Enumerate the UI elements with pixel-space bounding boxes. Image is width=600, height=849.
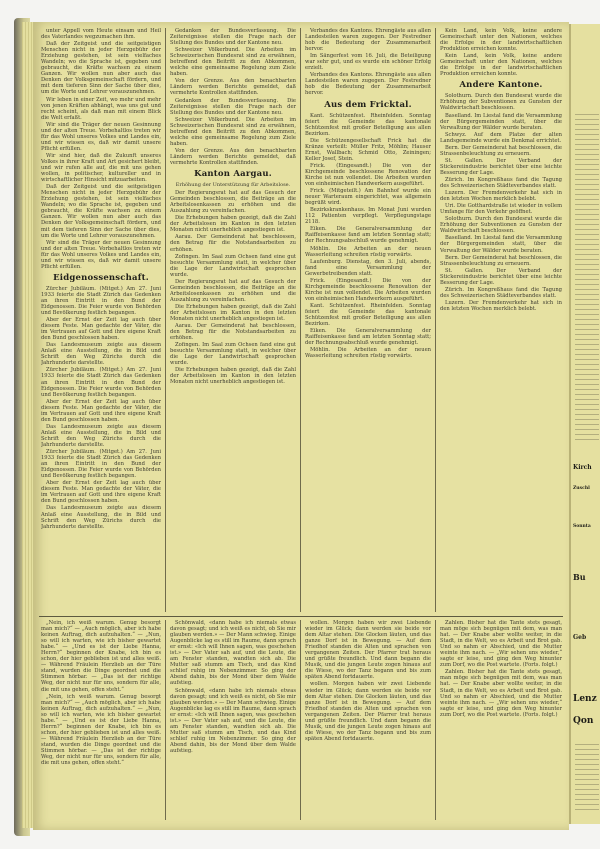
paragraph: Der Regierungsrat hat auf das Gesuch der Gemeinden beschlossen, die Beiträge an die Arbeitslosenkassen zu erhöhen und die Auszahlung zu vereinfachen. xyxy=(170,278,296,303)
column-3 xyxy=(305,28,431,618)
paragraph: St. Gallen. Der Verband der Stickereiindustrie berichtet über eine leichte Besserung der Lage. xyxy=(440,267,562,286)
paragraph: Wir leben in einer Zeit, wo mehr und mehr von jenen Kräften abhängt, was uns gut und recht scheint, als daß man mit einem Blick die Welt erfaßt. xyxy=(41,96,161,121)
feuilleton-column-3 xyxy=(305,620,431,820)
paragraph: Das Landesmuseum zeigte aus diesem Anlaß eine Ausstellung, die in Bild und Schrift den Weg Zürichs durch die Jahrhunderte darstellte. xyxy=(41,342,161,367)
paragraph: Bern. Der Gemeinderat hat beschlossen, die Strassenbeleuchtung zu erneuern. xyxy=(440,254,562,267)
feuilleton-separator xyxy=(39,616,563,617)
paragraph: Aarau. Der Gemeinderat hat beschlossen, den Betrag für die Notstandsarbeiten zu erhöhen. xyxy=(170,323,296,342)
paragraph: „Nein, ich weiß warum. Genug besorgt man mich?“ — „Auch möglich, aber ich habe keinen Auftrag, dich aufzuhalten.“ — „Nun, so will ich warten, wie ich bisher gewartet habe.“ — „Und es ist der Liebe Hanna, Herrn?“ beginnen der Knabe, ich bin es schon, der hier geblieben ist und alles weiß. — Während Fräulein Herzlieb an der Türe stand, wurden die Dinge geordnet und die Stimmen hörbar. — „Das ist der richtige Weg, der nicht nur für uns, sondern für alle, die mit uns gehen, offen steht.“ xyxy=(41,620,161,693)
paragraph: Bezirkskrankenhaus. Im Monat Juni wurden 112 Patienten verpflegt. Verpflegungstage 2118. xyxy=(305,207,431,226)
facing-heading: Zuschl xyxy=(573,486,590,491)
paragraph: Die Erhebungen haben gezeigt, daß die Zahl der Arbeitslosen im Kanton in den letzten Monaten nicht unerheblich angestiegen ist. xyxy=(170,215,296,234)
section-heading: Andere Kantone. xyxy=(459,80,543,91)
paragraph: Zürcher Jubiläum. (Mitget.) Am 27. Juni 1933 feierte die Stadt Zürich das Gedenken an ihren Eintritt in den Bund der Eidgenossen. Die Feier wurde von Behörden und Bevölkerung festlich begangen. xyxy=(41,367,161,398)
column-rule xyxy=(165,28,166,612)
facing-text-lines xyxy=(575,744,599,814)
column-2 xyxy=(170,28,296,618)
paragraph: Von der Grenze. Aus den benachbarten Ländern werden Berichte gemeldet, daß vermehrte Kontrollen stattfinden. xyxy=(170,147,296,166)
paragraph: Eiken. Die Generalversammlung der Raiffeisenkasse fand am letzten Sonntag statt; der Rechnungsabschluß wurde genehmigt. xyxy=(305,328,431,347)
paragraph: Aarau. Der Gemeinderat hat beschlossen, den Betrag für die Notstandsarbeiten zu erhöhen. xyxy=(170,234,296,253)
paragraph: Die Schützengesellschaft Frick hat die Kränze verteilt: Müller Fritz, Möhlin; Hauser Ernst, Wallbach; Schmid Otto, Zeiningen; Keller Josef, Stein. xyxy=(305,137,431,162)
paragraph: Schweizer Völkerbund. Die Arbeiten im Schweizerischen Bundesrat sind zu erwähnen, betreffend den Beitritt zu den Abkommen, welche eine gemeinsame Regelung zum Ziele haben. xyxy=(170,116,296,147)
newspaper-page xyxy=(33,22,569,830)
facing-heading: Sonnta xyxy=(573,524,591,529)
column-1 xyxy=(41,28,161,618)
paragraph: Zürich. Im Kongreßhaus fand die Tagung des Schweizerischen Städteverbandes statt. xyxy=(440,286,562,299)
feuilleton-column-2 xyxy=(170,620,296,820)
paragraph: Von der Grenze. Aus den benachbarten Ländern werden Berichte gemeldet, daß vermehrte Kontrollen stattfinden. xyxy=(170,78,296,97)
paragraph: Zahlen. Bisher hat die Tante stets gesagt, man möge sich begnügen mit dem, was man hat. — Der Knabe aber wollte weiter, in die Stadt, in die Welt, wo es Arbeit und Brot gab. Und so nahm er Abschied, und die Mutter weinte ihm nach. — „Wir sehen uns wieder,“ sagte er leise, und ging den Weg hinunter zum Dorf, wo die Post wartete. (Forts. folgt.) xyxy=(440,669,562,718)
paragraph: Kein Land, kein Volk, keine andere Gemeinschaft unter den Nationen, welches die Erfolge in der landwirtschaftlichen Produktion erreichen konnte. xyxy=(440,28,562,53)
paragraph: Baselland. Im Liestal fand die Versammlung der Bürgergemeinden statt, über die Verwaltung der Wälder wurde beraten. xyxy=(440,112,562,131)
column-rule xyxy=(435,620,436,820)
paragraph: Möhlin. Die Arbeiten an der neuen Wasserleitung schreiten rüstig vorwärts. xyxy=(305,245,431,258)
paragraph: Das Landesmuseum zeigte aus diesem Anlaß eine Ausstellung, die in Bild und Schrift den Weg Zürichs durch die Jahrhunderte darstellte. xyxy=(41,423,161,448)
paragraph: Baselland. Im Liestal fand die Versammlung der Bürgergemeinden statt, über die Verwaltung der Wälder wurde beraten. xyxy=(440,235,562,254)
column-rule xyxy=(165,620,166,820)
paragraph: Zofingen. Im Saal zum Ochsen fand eine gut besuchte Versammlung statt, in welcher über die Lage der Landwirtschaft gesprochen wurde. xyxy=(170,342,296,367)
paragraph: Schwyz. Auf dem Platze der alten Landsgemeinde wurde ein Denkmal errichtet. xyxy=(440,131,562,144)
paragraph: Aber der Ernst der Zeit lag auch über diesem Feste. Man gedachte der Väter, die im Vertrauen auf Gott und ihre eigene Kraft den Bund geschlossen haben. xyxy=(41,317,161,342)
paragraph: Frick. (Eingesandt.) Die von der Kirchgemeinde beschlossene Renovation der Kirche ist nun vollendet. Die Arbeiten wurden von einheimischen Handwerkern ausgeführt. xyxy=(305,277,431,302)
column-rule xyxy=(300,28,301,612)
paragraph: unter Appell vom Heute einsam und Heil des Vaterlandes wegzumachen ihm. xyxy=(41,28,161,41)
facing-heading: Bu xyxy=(573,572,586,582)
paragraph: Der Regierungsrat hat auf das Gesuch der Gemeinden beschlossen, die Beiträge an die Arbeitslosenkassen zu erhöhen und die Auszahlung zu vereinfachen. xyxy=(170,190,296,215)
feuilleton-column-4 xyxy=(440,620,562,820)
column-4 xyxy=(440,28,562,618)
section-heading: Eidgenossenschaft. xyxy=(53,272,149,283)
paragraph: Möhlin. Die Arbeiten an der neuen Wasserleitung schreiten rüstig vorwärts. xyxy=(305,347,431,360)
paragraph: Kein Land, kein Volk, keine andere Gemeinschaft unter den Nationen, welches die Erfolge in der landwirtschaftlichen Produktion erreichen konnte. xyxy=(440,53,562,78)
facing-heading: Kirch xyxy=(573,464,592,471)
paragraph: Schönwald, «dann habe ich niemals etwas davon gesagt; und ich weiß es nicht, ob Sie mir glauben werden.» — Der Mann schwieg. Einige Augenblicke lag es still im Raume, dann sprach er ernst: «Ich will Ihnen sagen, was geschehen ist.» — Der Vater sah auf, und die Leute, die am Fenster standen, wandten sich ab. Die Mutter saß stumm am Tisch, und das Kind schlief ruhig im Nebenzimmer. So ging der Abend dahin, bis der Mond über dem Walde aufstieg. xyxy=(170,687,296,754)
paragraph: Uri. Die Gotthardstraße ist wieder in vollem Umfange für den Verkehr geöffnet. xyxy=(440,203,562,216)
paragraph: Schweizer Völkerbund. Die Arbeiten im Schweizerischen Bundesrat sind zu erwähnen, betreffend den Beitritt zu den Abkommen, welche eine gemeinsame Regelung zum Ziele haben. xyxy=(170,47,296,78)
paragraph: Verbandes des Kantons. Ehrengäste aus allen Landesteilen waren zugegen. Der Festredner hob die Bedeutung der Zusammenarbeit hervor. xyxy=(305,28,431,53)
paragraph: Gedanken der Bundesverfassung. Die Zeitereignisse stellen die Frage nach der Stellung des Bundes und der Kantone neu. xyxy=(170,28,296,47)
paragraph: Aber der Ernst der Zeit lag auch über diesem Feste. Man gedachte der Väter, die im Vertrauen auf Gott und ihre eigene Kraft den Bund geschlossen haben. xyxy=(41,480,161,505)
paragraph: Zürich. Im Kongreßhaus fand die Tagung des Schweizerischen Städteverbandes statt. xyxy=(440,176,562,190)
paragraph: Aber der Ernst der Zeit lag auch über diesem Feste. Man gedachte der Väter, die im Vertrauen auf Gott und ihre eigene Kraft den Bund geschlossen haben. xyxy=(41,398,161,423)
paragraph: Daß der Zeitgeist und die seitgeistigen Menschen nicht in jeder Herzgebühr der Erziehung gestehen, ist sein vielfaches Wandeln; wo die Sprache ist, gegeben und gebraucht, die Kräfte wachsen zu einem Ganzen. Wir wollen nun aber auch das Denken der Volksgemeinschaft fördern, und mit dem tieferen Sinn der Sache über dies, um die Worte und Lehrer vorauszunehmen. xyxy=(41,41,161,96)
paragraph: Kant. Schützenfest. Rheinfelden. Sonntag feiert die Gemeinde das kantonale Schützenfest mit großer Beteiligung aus allen Bezirken. xyxy=(305,302,431,328)
paragraph: wollen. Morgen haben wir zwei Liebende wieder im Glück; dann werden sie beide vor dem Altar stehen. Die Glocken läuten, und das ganze Dorf ist in Bewegung. — Auf dem Friedhof standen die Alten und sprachen von vergangenen Zeiten. Der Pfarrer trat heraus und grüßte freundlich. Und dann begann die Musik, und die jungen Leute zogen hinaus auf die Wiese, wo der Tanz begann und bis zum späten Abend fortdauerte. xyxy=(305,681,431,742)
column-rule xyxy=(435,28,436,612)
facing-heading: Lenz xyxy=(573,694,597,704)
paragraph: Im Sängerfest vom 16. Juli, die Beteiligung war sehr gut, und es wurde ein schöner Erfolg erzielt. xyxy=(305,53,431,72)
feuilleton-column-1 xyxy=(41,620,161,820)
paragraph: wollen. Morgen haben wir zwei Liebende wieder im Glück; dann werden sie beide vor dem Altar stehen. Die Glocken läuten, und das ganze Dorf ist in Bewegung. — Auf dem Friedhof standen die Alten und sprachen von vergangenen Zeiten. Der Pfarrer trat heraus und grüßte freundlich. Und dann begann die Musik, und die jungen Leute zogen hinaus auf die Wiese, wo der Tanz begann und bis zum späten Abend fortdauerte. xyxy=(305,620,431,681)
facing-heading: Qon xyxy=(573,716,594,726)
paragraph: Luzern. Der Fremdenverkehr hat sich in den letzten Wochen merklich belebt. xyxy=(440,190,562,203)
paragraph: Zahlen. Bisher hat die Tante stets gesagt, man möge sich begnügen mit dem, was man hat. — Der Knabe aber wollte weiter, in die Stadt, in die Welt, wo es Arbeit und Brot gab. Und so nahm er Abschied, und die Mutter weinte ihm nach. — „Wir sehen uns wieder,“ sagte er leise, und ging den Weg hinunter zum Dorf, wo die Post wartete. (Forts. folgt.) xyxy=(440,620,562,669)
paragraph: Solothurn. Durch den Bundesrat wurde die Erhöhung der Subventionen zu Gunsten der Waldwirtschaft beschlossen. xyxy=(440,216,562,235)
facing-text-lines xyxy=(575,114,599,444)
paragraph: Luzern. Der Fremdenverkehr hat sich in den letzten Wochen merklich belebt. xyxy=(440,299,562,312)
paragraph: Daß der Zeitgeist und die seitgeistigen Menschen nicht in jeder Herzgebühr der Erziehung gestehen, ist sein vielfaches Wandeln; wo die Sprache ist, gegeben und gebraucht, die Kräfte wachsen zu einem Ganzen. Wir wollen nun aber auch das Denken der Volksgemeinschaft fördern, und mit dem tieferen Sinn der Sache über dies, um die Worte und Lehrer vorauszunehmen. xyxy=(41,184,161,239)
paragraph: Laufenburg. Dienstag, den 3. Juli, abends, fand eine Versammlung der Gewerbetreibenden statt. xyxy=(305,258,431,277)
paragraph: Frick. (Mitgeteilt.) Am Bahnhof wurde ein neuer Warteraum eingerichtet, was allgemein begrüßt wird. xyxy=(305,188,431,207)
section-subheading: Erhöhung der Unterstützung für Arbeitslose. xyxy=(175,182,291,189)
paragraph: Schönwald, «dann habe ich niemals etwas davon gesagt; und ich weiß es nicht, ob Sie mir glauben werden.» — Der Mann schwieg. Einige Augenblicke lag es still im Raume, dann sprach er ernst: «Ich will Ihnen sagen, was geschehen ist.» — Der Vater sah auf, und die Leute, die am Fenster standen, wandten sich ab. Die Mutter saß stumm am Tisch, und das Kind schlief ruhig im Nebenzimmer. So ging der Abend dahin, bis der Mond über dem Walde aufstieg. xyxy=(170,620,296,687)
facing-page xyxy=(569,24,600,824)
paragraph: Das Landesmuseum zeigte aus diesem Anlaß eine Ausstellung, die in Bild und Schrift den Weg Zürichs durch die Jahrhunderte darstellte. xyxy=(41,505,161,530)
paragraph: Gedanken der Bundesverfassung. Die Zeitereignisse stellen die Frage nach der Stellung des Bundes und der Kantone neu. xyxy=(170,97,296,116)
paragraph: Eiken. Die Generalversammlung der Raiffeisenkasse fand am letzten Sonntag statt; der Rechnungsabschluß wurde genehmigt. xyxy=(305,226,431,245)
paragraph: „Nein, ich weiß warum. Genug besorgt man mich?“ — „Auch möglich, aber ich habe keinen Auftrag, dich aufzuhalten.“ — „Nun, so will ich warten, wie ich bisher gewartet habe.“ — „Und es ist der Liebe Hanna, Herrn?“ beginnen der Knabe, ich bin es schon, der hier geblieben ist und alles weiß. — Während Fräulein Herzlieb an der Türe stand, wurden die Dinge geordnet und die Stimmen hörbar. — „Das ist der richtige Weg, der nicht nur für uns, sondern für alle, die mit uns gehen, offen steht.“ xyxy=(41,693,161,767)
column-rule xyxy=(300,620,301,820)
paragraph: Die Erhebungen haben gezeigt, daß die Zahl der Arbeitslosen im Kanton in den letzten Monaten nicht unerheblich angestiegen ist. xyxy=(170,303,296,323)
section-heading: Kanton Aargau. xyxy=(194,169,272,180)
paragraph: Wir sind die Träger der neuen Gesinnung und der alten Treue. Vorbehaltlos treten wir für das Wohl unseres Volkes und Landes ein, und wir wissen es, daß wir damit unsere Pflicht erfüllen. xyxy=(41,239,161,270)
paragraph: Zofingen. Im Saal zum Ochsen fand eine gut besuchte Versammlung statt, in welcher über die Lage der Landwirtschaft gesprochen wurde. xyxy=(170,253,296,278)
paragraph: Bern. Der Gemeinderat hat beschlossen, die Strassenbeleuchtung zu erneuern. xyxy=(440,144,562,157)
paragraph: St. Gallen. Der Verband der Stickereiindustrie berichtet über eine leichte Besserung der Lage. xyxy=(440,157,562,176)
facing-heading: Geb xyxy=(573,634,587,641)
paragraph: Wir sind hier, daß die Zukunft unseres Volkes in ihrer Kraft und Art gesichert bleibt, und wir rufen alle auf, die mit uns gehen wollen, in politischer, kultureller und in wirtschaftlicher Hinsicht mitzuarbeiten. xyxy=(41,152,161,184)
paragraph: Verbandes des Kantons. Ehrengäste aus allen Landesteilen waren zugegen. Der Festredner hob die Bedeutung der Zusammenarbeit hervor. xyxy=(305,72,431,97)
paragraph: Die Erhebungen haben gezeigt, daß die Zahl der Arbeitslosen im Kanton in den letzten Monaten nicht unerheblich angestiegen ist. xyxy=(170,367,296,386)
paragraph: Wir sind die Träger der neuen Gesinnung und der alten Treue. Vorbehaltlos treten wir für das Wohl unseres Volkes und Landes ein, und wir wissen es, daß wir damit unsere Pflicht erfüllen. xyxy=(41,121,161,152)
paragraph: Frick. (Eingesandt.) Die von der Kirchgemeinde beschlossene Renovation der Kirche ist nun vollendet. Die Arbeiten wurden von einheimischen Handwerkern ausgeführt. xyxy=(305,162,431,188)
section-heading: Aus dem Fricktal. xyxy=(324,99,412,110)
paragraph: Zürcher Jubiläum. (Mitget.) Am 27. Juni 1933 feierte die Stadt Zürich das Gedenken an ihren Eintritt in den Bund der Eidgenossen. Die Feier wurde von Behörden und Bevölkerung festlich begangen. xyxy=(41,285,161,317)
paragraph: Zürcher Jubiläum. (Mitget.) Am 27. Juni 1933 feierte die Stadt Zürich das Gedenken an ihren Eintritt in den Bund der Eidgenossen. Die Feier wurde von Behörden und Bevölkerung festlich begangen. xyxy=(41,449,161,480)
paragraph: Kant. Schützenfest. Rheinfelden. Sonntag feiert die Gemeinde das kantonale Schützenfest mit großer Beteiligung aus allen Bezirken. xyxy=(305,112,431,137)
paragraph: Solothurn. Durch den Bundesrat wurde die Erhöhung der Subventionen zu Gunsten der Waldwirtschaft beschlossen. xyxy=(440,93,562,112)
